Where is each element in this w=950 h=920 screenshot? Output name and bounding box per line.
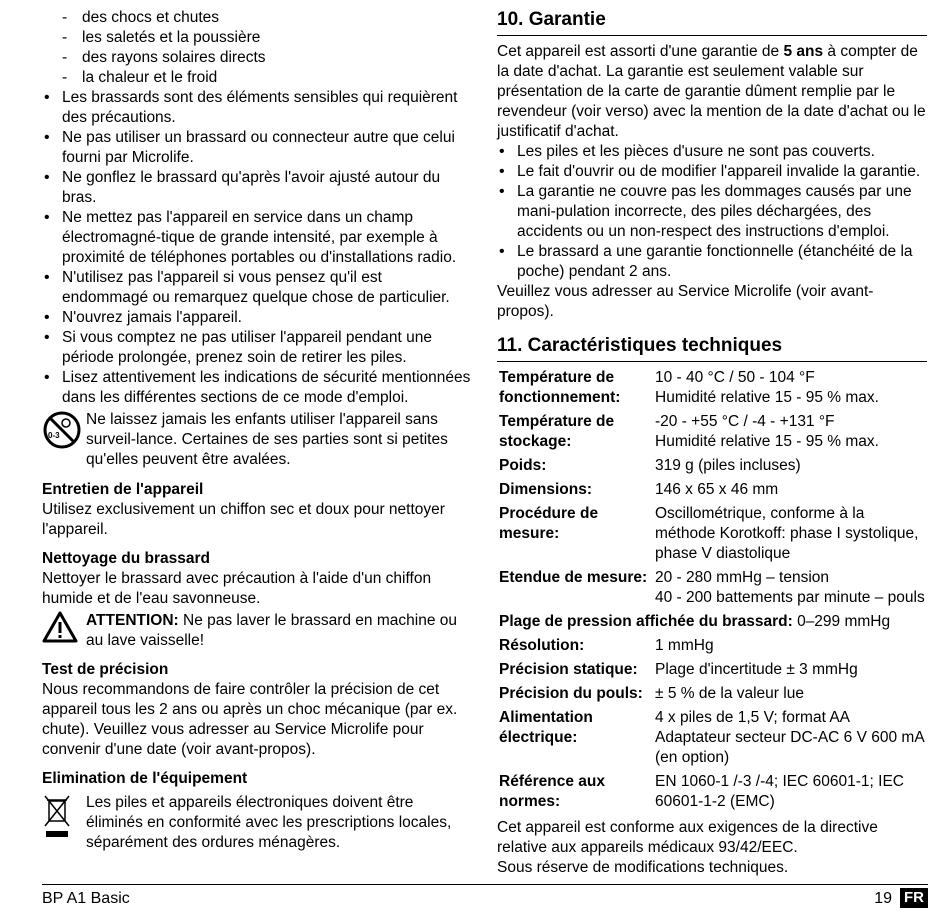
cuff-cleaning-text: Nettoyer le brassard avec précaution à l'aide d'un chiffon humide et de l'eau savonneuse. <box>42 570 432 607</box>
crossed-bin-icon <box>42 793 86 845</box>
list-item: • Ne mettez pas l'appareil en service dans un champ électromagné-tique de grande intensité, par exemple à proximité de téléphones portables ou d'installations radio. <box>42 208 472 268</box>
list-item: - la chaleur et le froid <box>42 68 472 88</box>
attention-text <box>86 611 472 651</box>
spec-value: 146 x 65 x 46 mm <box>655 481 779 498</box>
list-item: - les saletés et la poussière <box>42 28 472 48</box>
disposal-title: Elimination de l'équipement <box>42 770 248 787</box>
safety-list <box>42 88 472 408</box>
accuracy-title: Test de précision <box>42 661 169 678</box>
list-item: - des rayons solaires directs <box>42 48 472 68</box>
list-item: • Ne gonflez le brassard qu'après l'avoir ajusté autour du bras. <box>42 168 472 208</box>
warranty-intro-post: à compter de la date d'achat. La garantie est seulement valable sur présentation de la carte de garantie dûment remplie par le revendeur (voir verso) avec la mention de la date d'achat ou le justificatif d'achat. <box>497 43 926 140</box>
right-column <box>497 8 927 878</box>
attention-note <box>42 611 472 651</box>
list-item: • Ne pas utiliser un brassard ou connecteur autre que celui fourni par Microlife. <box>42 128 472 168</box>
spec-key: Alimentation électrique: <box>499 709 593 746</box>
warranty-contact: Veuillez vous adresser au Service Microlife (voir avant-propos). <box>497 283 874 320</box>
left-column <box>42 8 472 853</box>
spec-key: Poids: <box>499 457 547 474</box>
spec-value: Plage d'incertitude ± 3 mmHg <box>655 661 858 678</box>
list-item: • N'ouvrez jamais l'appareil. <box>42 308 472 328</box>
list-item: • Les brassards sont des éléments sensibles qui requièrent des précautions. <box>42 88 472 128</box>
spec-key: Température de fonctionnement: <box>499 369 621 406</box>
list-item: • N'utilisez pas l'appareil si vous pensez qu'il est endommagé ou remarquez quelque chose de particulier. <box>42 268 472 308</box>
list-item: • Les piles et les pièces d'usure ne sont pas couverts. <box>497 142 927 162</box>
children-warning <box>42 410 472 470</box>
spec-key: Résolution: <box>499 637 585 654</box>
list-item: • Le brassard a une garantie fonctionnelle (étanchéité de la poche) pendant 2 ans. <box>497 242 927 282</box>
warning-triangle-icon <box>42 611 86 649</box>
attention-label: ATTENTION: <box>86 612 179 629</box>
spec-key: Référence aux normes: <box>499 773 605 810</box>
cuff-cleaning-title: Nettoyage du brassard <box>42 550 210 567</box>
warranty-heading: 10. Garantie <box>497 8 927 36</box>
hazard-list <box>42 8 472 88</box>
spec-key: Précision du pouls: <box>499 685 643 702</box>
warranty-duration: 5 ans <box>783 43 824 60</box>
spec-key <box>497 612 927 632</box>
maintenance-text: Utilisez exclusivement un chiffon sec et doux pour nettoyer l'appareil. <box>42 501 445 538</box>
list-item: • Le fait d'ouvrir ou de modifier l'appareil invalide la garantie. <box>497 162 927 182</box>
page-number: 19 <box>874 890 892 907</box>
list-item: • Si vous comptez ne pas utiliser l'appareil pendant une période prolongée, prenez soin de retirer les piles. <box>42 328 472 368</box>
maintenance-title: Entretien de l'appareil <box>42 481 204 498</box>
disposal-text: Les piles et appareils électroniques doivent être éliminés en conformité avec les prescriptions locales, séparément des ordures ménagères. <box>86 794 452 851</box>
spec-key: Précision statique: <box>499 661 638 678</box>
spec-value: EN 1060-1 /-3 /-4; IEC 60601-1; IEC 60601-1-2 (EMC) <box>655 773 904 810</box>
warranty-intro-pre: Cet appareil est assorti d'une garantie de <box>497 43 784 60</box>
spec-key: Dimensions: <box>499 481 593 498</box>
age-label: 0-3 <box>48 431 60 440</box>
page-footer <box>42 884 928 907</box>
spec-value: -20 - +55 °C / -4 - +131 °F Humidité relative 15 - 95 % max. <box>655 413 879 450</box>
warranty-intro <box>497 42 927 142</box>
no-children-icon <box>42 410 86 456</box>
reserve-text: Sous réserve de modifications techniques. <box>497 859 789 876</box>
spec-key: Etendue de mesure: <box>499 569 648 586</box>
spec-value: 20 - 280 mmHg – tension 40 - 200 battements par minute – pouls <box>655 569 925 606</box>
language-badge: FR <box>900 888 928 908</box>
attention-body: Ne pas laver le brassard en machine ou au lave vaisselle! <box>86 612 457 649</box>
disposal-note <box>42 793 472 853</box>
list-item: • La garantie ne couvre pas les dommages causés par une mani-pulation incorrecte, des piles déchargées, des accidents ou un non-respect des instructions d'emploi. <box>497 182 927 242</box>
spec-value: ± 5 % de la valeur lue <box>655 685 804 702</box>
spec-value: 0–299 mmHg <box>797 613 891 630</box>
accuracy-text: Nous recommandons de faire contrôler la précision de cet appareil tous les 2 ans ou après un choc mécanique (par ex. chute). Veuillez vous adresser au Service Microlife pour convenir d'une date (voir avant-propos). <box>42 681 458 758</box>
conformity-text: Cet appareil est conforme aux exigences de la directive relative aux appareils médicaux 93/42/EEC. <box>497 819 878 856</box>
spec-value: 4 x piles de 1,5 V; format AA Adaptateur secteur DC-AC 6 V 600 mA (en option) <box>655 709 924 766</box>
list-item: - des chocs et chutes <box>42 8 472 28</box>
spec-value: Oscillométrique, conforme à la méthode Korotkoff: phase I systolique, phase V diastolique <box>655 505 919 562</box>
spec-key: Procédure de mesure: <box>499 505 599 542</box>
list-item: • Lisez attentivement les indications de sécurité mentionnées dans les différentes sections de ce mode d'emploi. <box>42 368 472 408</box>
spec-value: 10 - 40 °C / 50 - 104 °F Humidité relative 15 - 95 % max. <box>655 369 879 406</box>
spec-key: Température de stockage: <box>499 413 615 450</box>
spec-value: 1 mmHg <box>655 637 714 654</box>
children-warning-text: Ne laissez jamais les enfants utiliser l'appareil sans surveil-lance. Certaines de ses parties sont si petites qu'elles peuvent être avalées. <box>86 411 448 468</box>
warranty-list <box>497 142 927 282</box>
specs-heading: 11. Caractéristiques techniques <box>497 334 927 362</box>
spec-key-text: Plage de pression affichée du brassard: <box>499 613 793 630</box>
model-name: BP A1 Basic <box>42 890 130 907</box>
spec-value: 319 g (piles incluses) <box>655 457 801 474</box>
specs-table <box>497 368 927 812</box>
